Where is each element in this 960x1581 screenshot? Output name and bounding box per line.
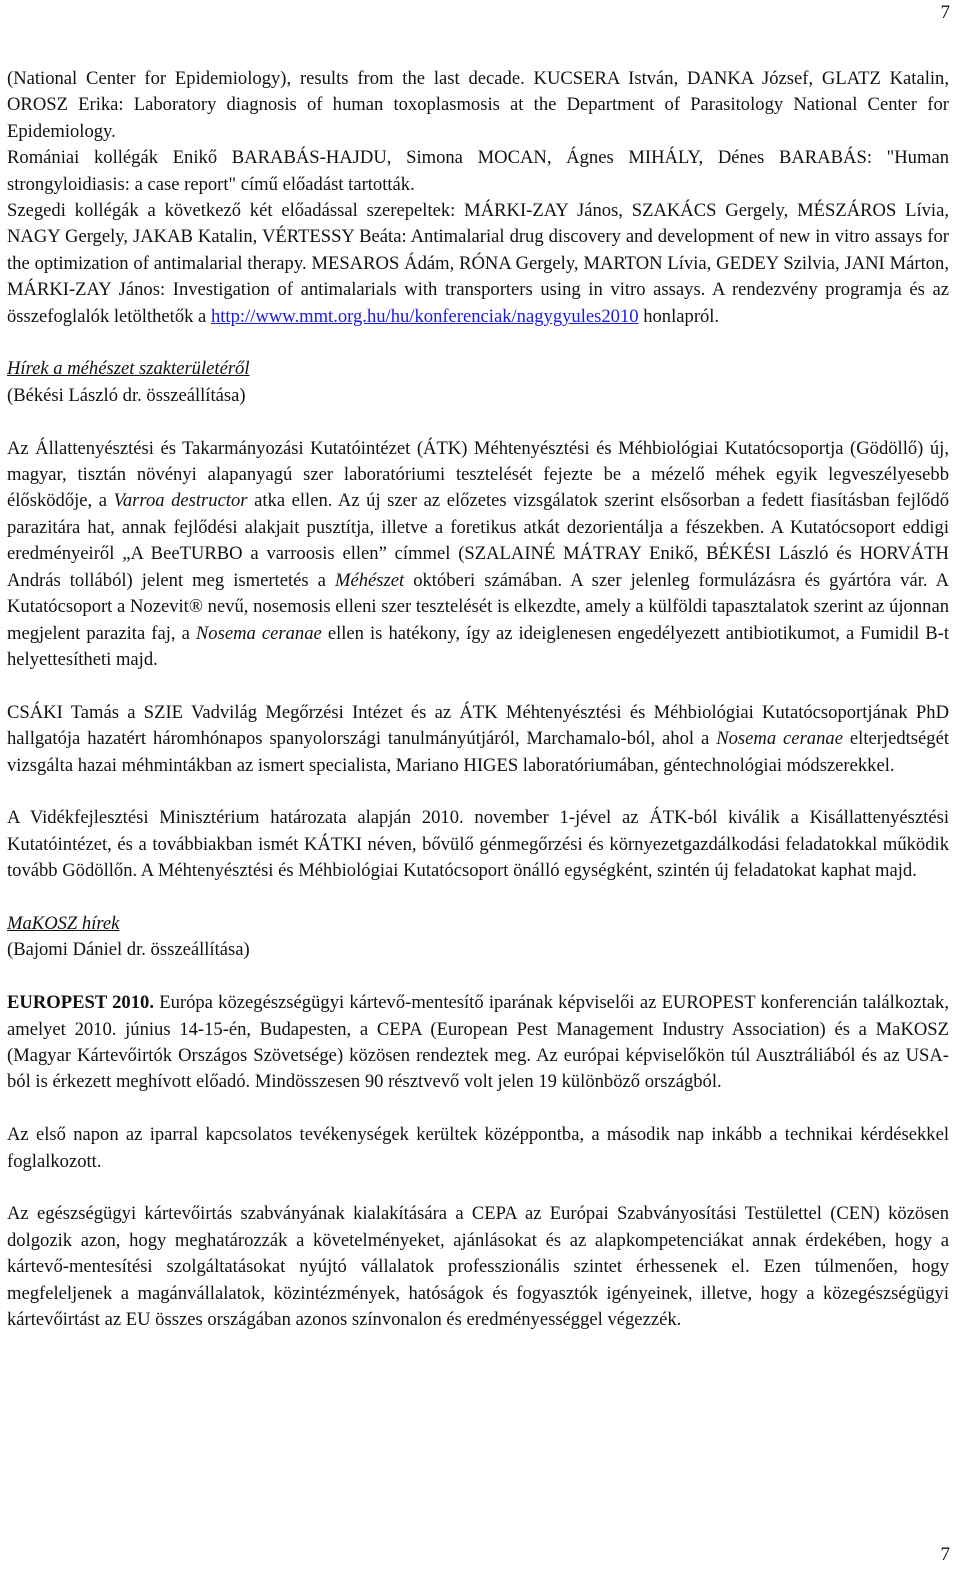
text: Európa közegészségügyi kártevő-mentesítő iparának képviselői az EUROPEST konferencián találkoztak, amelyet 2010. június 14-15-én, Budapesten, a CEPA (European Pest Management Industry Association) és a MaKOSZ (Magyar Kártevőirtók Országos Szövetsége) közösen rendeztek meg. Az európai képviselőkön túl Ausztráliából és az USA-ból is érkezett meghívott előadó. Mindösszesen 90 résztvevő volt jelen 19 különböző országból. [7,992,949,1093]
beekeeping-paragraph-3: A Vidékfejlesztési Minisztérium határozata alapján 2010. november 1-jével az ÁTK-ból kiválik a Kisállattenyésztési Kutatóintézet, és a továbbiakban ismét KÁTKI néven, bővülő génmegőrzési és környezetgazdálkodási feladatokkal működik tovább Gödöllőn. A Méhtenyésztési és Méhbiológiai Kutatócsoport önálló egységként, szintén új feladatokat kaphat majd. [7,807,949,882]
makosz-paragraph-2: Az első napon az iparral kapcsolatos tevékenységek kerültek középpontba, a második nap inkább a technikai kérdésekkel foglalkozott. [7,1124,949,1172]
section-heading-makosz [7,911,949,937]
text: októberi számában. A szer jelenleg formulázásra és gyártóra vár. A Kutatócsoport a Nozevit® nevű, nosemosis elleni szer tesztelését is elkezdte, amely a külföldi tapasztalatok szerint az újonnan megjelent parazita faj, a [7,569,949,644]
beekeeping-byline: (Békési László dr. összeállítása) [7,384,246,406]
text: atka ellen. Az új szer az előzetes vizsgálatok szerint elsősorban a fedett fiasításban fejlődő parazitára hat, annak fejlődési alakjait pusztítja, illetve a foretikus atkát dezorientálja a fészekben. A Kutatócsoport eddigi eredményeiről „A BeeTURBO a varroosis ellen” címmel (SZALAINÉ MÁTRAY Enikő, BÉKÉSI László és HORVÁTH András tollából) jelent meg ismertetés a [7,490,949,591]
makosz-byline: (Bajomi Dániel dr. összeállítása) [7,939,250,961]
romanian-colleagues-paragraph: Romániai kollégák Enikő BARABÁS-HAJDU, Simona MOCAN, Ágnes MIHÁLY, Dénes BARABÁS: "Human strongyloidiasis: a case report" című előadást tartották. [7,147,949,195]
nosema-name: Nosema ceranae [195,622,322,644]
beekeeping-paragraph-2 [7,700,949,779]
section-heading-beekeeping [7,356,949,382]
makosz-paragraph-3: Az egészségügyi kártevőirtás szabványának kialakítására a CEPA az Európai Szabványosítási Testülettel (CEN) közösen dolgozik azon, hogy meghatározzák a követelményeket, ajánlásokat és az alapkompetenciákat annak érdekében, hogy a kártevő-mentesítési szolgáltatásokat nyújtó vállalatok professzionális szintet érhessenek el. Ezen túlmenően, hogy megfeleljenek a magánvállalatok, közintézmények, hatóságok és fogyasztók igényeinek, illetve, hogy a közegészségügyi kártevőirtást az EU összes országában azonos színvonalon és eredményességgel végezzék. [7,1203,949,1330]
intro-paragraph: (National Center for Epidemiology), results from the last decade. KUCSERA István, DANKA József, GLATZ Katalin, OROSZ Erika: Laboratory diagnosis of human toxoplasmosis at the Department of Parasitology National Center for Epidemiology. [7,68,949,142]
beekeeping-heading: Hírek a méhészet szakterületéről [7,358,250,380]
after-link-text: honlapról. [638,305,720,327]
text: Az Állattenyésztési és Takarmányozási Kutatóintézet (ÁTK) Méhtenyésztési és Méhbiológiai Kutatócsoportja (Gödöllő) új, magyar, tisztán növényi alapanyagú szer laboratóriumi tesztelését fejezte be a mézelő méhek egyik legveszélyesebb élősködője, a [7,437,949,512]
text: ellen is hatékony, így az ideiglenesen engedélyezett antibiotikumot, a Fumidil B-t helyettesítheti majd. [7,622,949,670]
text: CSÁKI Tamás a SZIE Vadvilág Megőrzési Intézet és az ÁTK Méhtenyésztési és Méhbiológiai Kutatócsoportjának PhD hallgatója hazatért háromhónapos spanyolországi tanulmányútjáról, Marchamalo-ból, ahol a [7,701,949,750]
page-number-top: 7 [940,2,950,23]
text: elterjedtségét vizsgálta hazai méhmintákban az ismert specialista, Mariano HIGES laboratóriumában, géntechnológiai módszerekkel. [7,728,950,776]
szeged-text: Szegedi kollégák a következő két előadással szerepeltek: MÁRKI-ZAY János, SZAKÁCS Gergely, MÉSZÁROS Lívia, NAGY Gergely, JAKAB Katalin, VÉRTESSY Beáta: Antimalarial drug discovery and development of new in vitro assays for the optimization of antimalarial therapy. MESAROS Ádám, RÓNA Gergely, MARTON Lívia, GEDEY Szilvia, JANI Márton, MÁRKI-ZAY János: Investigation of antimalarials with transporters using in vitro assays. A rendezvény programja és az összefoglalók letölthetők a [7,200,949,327]
beekeeping-paragraph-1 [7,436,949,674]
makosz-paragraph-1 [7,990,949,1096]
conference-link[interactable]: http://www.mmt.org.hu/hu/konferenciak/nagygyules2010 [210,305,639,327]
makosz-heading: MaKOSZ hírek [7,912,120,934]
journal-name: Méhészet [334,569,405,591]
page-content [7,66,949,1333]
varroa-name: Varroa destructor [113,490,248,512]
nosema-name: Nosema ceranae [716,728,843,750]
page-number-bottom: 7 [940,1544,950,1565]
szeged-colleagues-paragraph [7,198,949,330]
europest-title: EUROPEST 2010. [7,992,154,1014]
